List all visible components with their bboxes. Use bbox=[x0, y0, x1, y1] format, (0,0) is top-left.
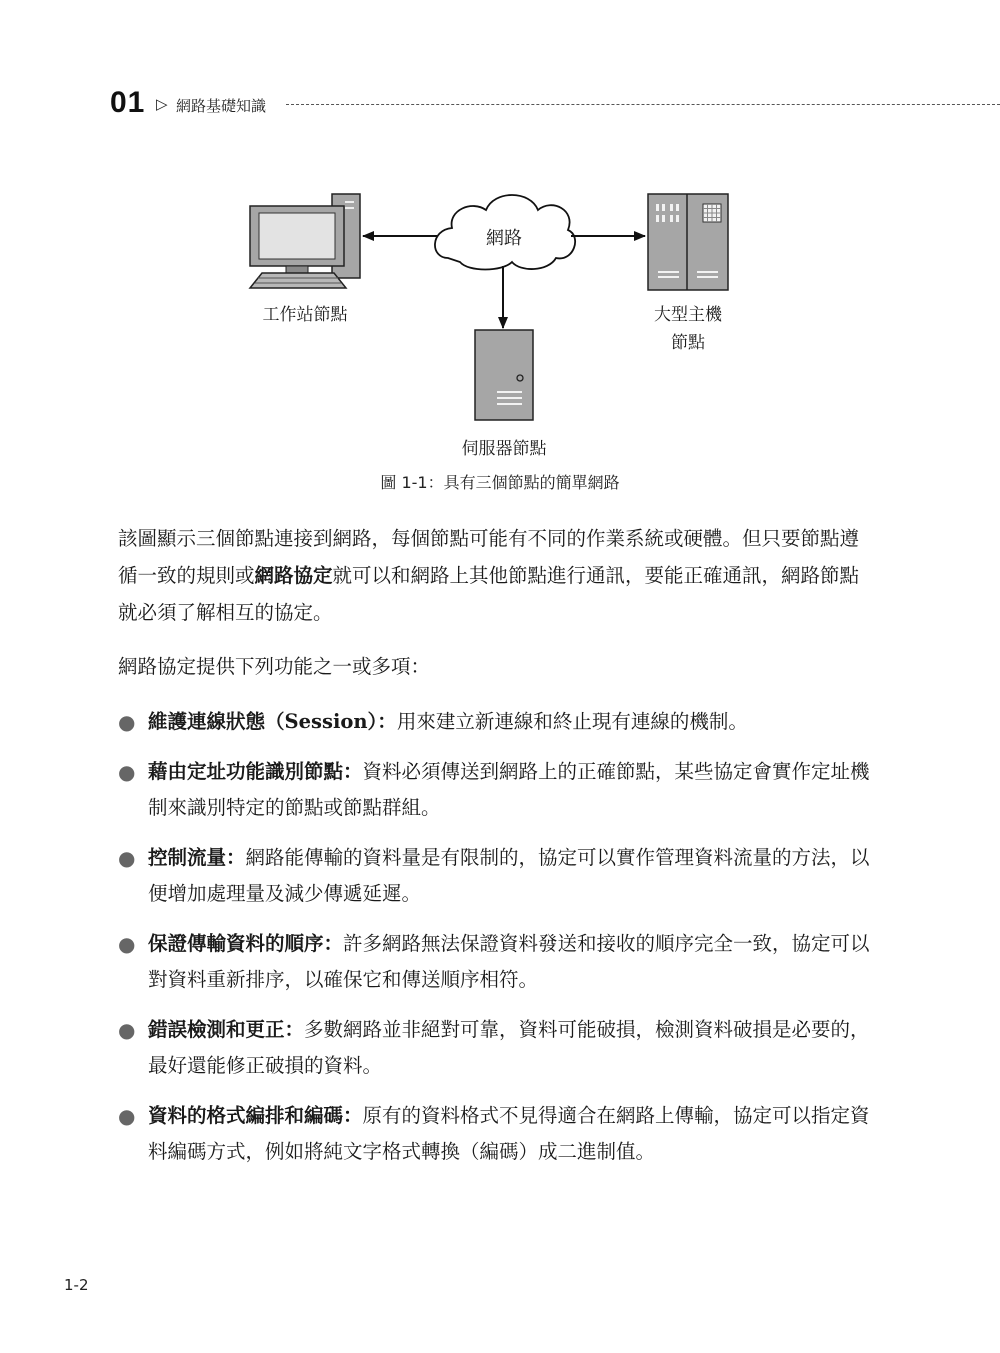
feature-desc: 網路能傳輸的資料量是有限制的，協定可以實作管理資料流量的方法，以便增加處理量及減少傳遞延遲。 bbox=[148, 846, 870, 905]
feature-desc: 原有的資料格式不見得適合在網路上傳輸，協定可以指定資料編碼方式，例如將純文字格式轉換（編碼）成二進制值。 bbox=[148, 1104, 870, 1163]
chapter-number: 01 bbox=[110, 86, 146, 119]
server-label: 伺服器節點 bbox=[461, 439, 547, 459]
paragraph-intro bbox=[118, 520, 878, 631]
workstation-label: 工作站節點 bbox=[262, 305, 348, 325]
mainframe-icon bbox=[648, 194, 728, 290]
feature-separator: ： bbox=[377, 710, 397, 733]
cloud-label: 網路 bbox=[486, 228, 522, 249]
bullet-icon: ● bbox=[118, 1018, 136, 1042]
feature-separator: ： bbox=[343, 1104, 363, 1127]
feature-desc: 用來建立新連線和終止現有連線的機制。 bbox=[396, 710, 748, 733]
chapter-title: 網路基礎知識 bbox=[176, 97, 267, 115]
chapter-arrow-icon: ▷ bbox=[156, 95, 168, 113]
workstation-icon bbox=[250, 194, 360, 288]
feature-desc: 資料必須傳送到網路上的正確節點，某些協定會實作定址機制來識別特定的節點或節點群組。 bbox=[148, 760, 870, 819]
feature-list bbox=[118, 704, 878, 1184]
feature-separator: ： bbox=[226, 846, 246, 869]
bullet-icon: ● bbox=[118, 710, 136, 734]
feature-term: 保證傳輸資料的順序 bbox=[148, 932, 324, 955]
list-item bbox=[118, 1012, 878, 1084]
bullet-icon: ● bbox=[118, 1104, 136, 1128]
feature-desc: 多數網路並非絕對可靠，資料可能破損，檢測資料破損是必要的，最好還能修正破損的資料。 bbox=[148, 1018, 870, 1077]
feature-separator: ： bbox=[284, 1018, 305, 1041]
list-item bbox=[118, 840, 878, 912]
feature-term: 資料的格式編排和編碼 bbox=[148, 1104, 344, 1127]
paragraph-intro-bold: 網路協定 bbox=[254, 564, 333, 587]
paragraph-intro-text-a: 該圖顯示三個節點連接到網路，每個節點可能有不同的作業系統或硬體。但只要節點遵循一致的規則或 bbox=[118, 527, 860, 587]
feature-separator: ： bbox=[323, 932, 344, 955]
list-item bbox=[118, 754, 878, 826]
feature-desc: 許多網路無法保證資料發送和接收的順序完全一致，協定可以對資料重新排序，以確保它和傳送順序相符。 bbox=[148, 932, 870, 991]
bullet-icon: ● bbox=[118, 932, 136, 956]
list-item bbox=[118, 926, 878, 998]
bullet-icon: ● bbox=[118, 760, 136, 784]
mainframe-label-line2: 節點 bbox=[671, 333, 705, 353]
feature-term: 維護連線狀態（Session） bbox=[148, 710, 378, 733]
list-item bbox=[118, 1098, 878, 1170]
figure-caption: 圖 1-1：具有三個節點的簡單網路 bbox=[380, 473, 620, 492]
feature-term: 藉由定址功能識別節點 bbox=[148, 760, 344, 783]
feature-separator: ： bbox=[343, 760, 363, 783]
bullet-icon: ● bbox=[118, 846, 136, 870]
feature-term: 錯誤檢測和更正 bbox=[148, 1018, 285, 1041]
mainframe-label-line1: 大型主機 bbox=[654, 305, 722, 325]
page-number: 1-2 bbox=[64, 1276, 89, 1294]
feature-term: 控制流量 bbox=[148, 846, 227, 869]
paragraph-intro-text-b: 就可以和網路上其他節點進行通訊，要能正確通訊，網路節點就必須了解相互的協定。 bbox=[118, 564, 860, 624]
paragraph-functions-intro: 網路協定提供下列功能之一或多項： bbox=[118, 655, 431, 678]
list-item bbox=[118, 704, 878, 740]
server-icon bbox=[475, 330, 533, 420]
